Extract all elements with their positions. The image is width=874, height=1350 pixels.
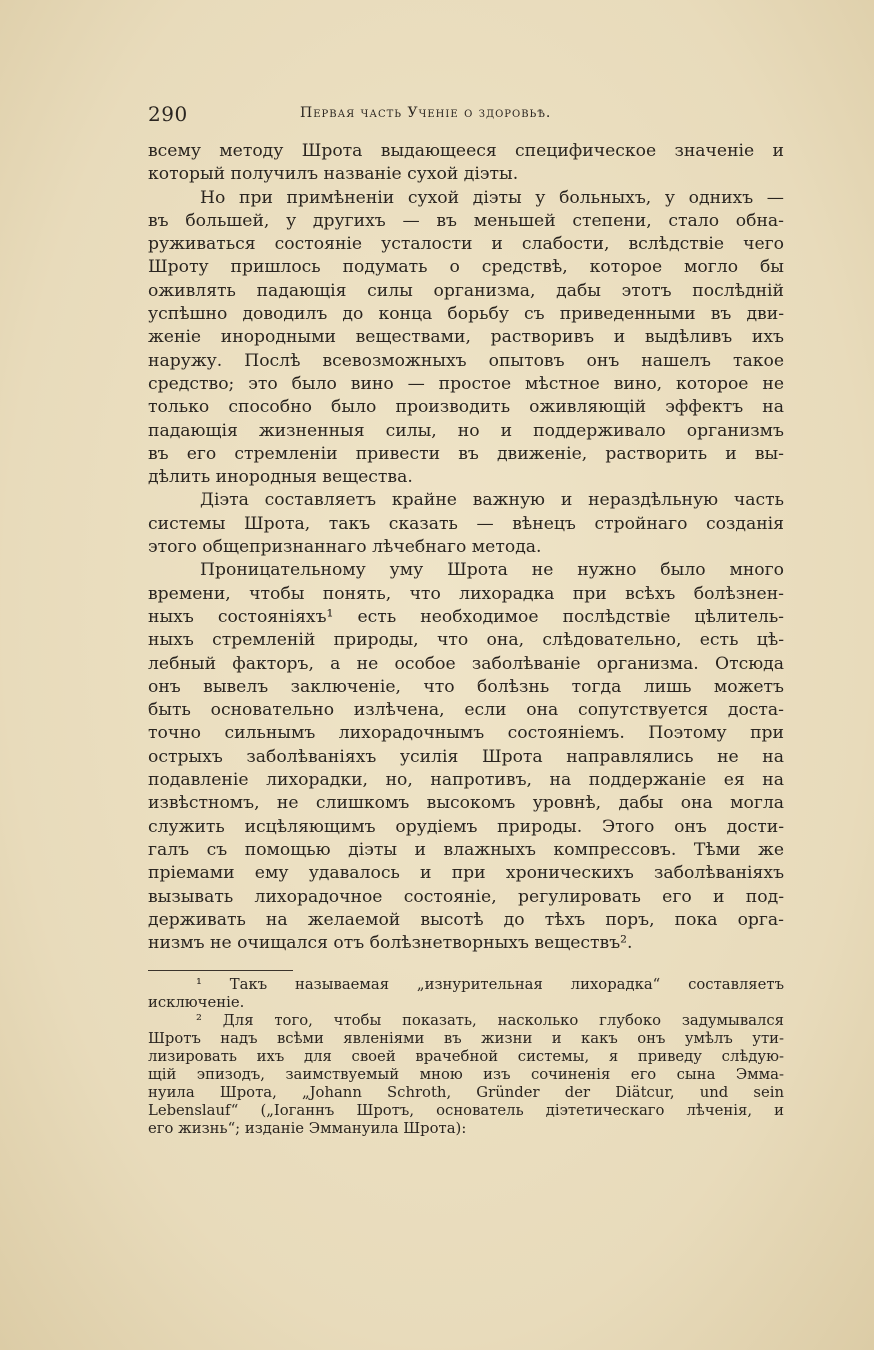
footnote-line: нуила Шрота, „Johann Schroth, Gründer der Diätcur, und sein [148,1084,784,1102]
text-line: быть основательно излѣчена, если она сопутствуется доста- [148,700,784,721]
footnote-line: исключенiе. [148,994,245,1012]
text-line: ныхъ стремленiй природы, что она, слѣдовательно, есть цѣ- [148,630,784,651]
running-head: Первая часть Ученіе о здоровьѣ. [300,105,552,121]
text-line: средство; это было вино — простое мѣстное вино, которое не [148,373,784,394]
text-line: держивать на желаемой высотѣ до тѣхъ поръ, пока орга- [148,909,784,930]
page-header [148,100,784,140]
text-line: руживаться состоянiе усталости и слабости, вслѣдствiе чего [148,234,784,255]
text-line: дѣлить инородныя вещества. [148,467,413,488]
text-line: только способно было производить оживляющiй эффектъ на [148,397,784,418]
text-line: въ его стремленiи привести въ движенiе, растворить и вы- [148,443,784,464]
footnotes [148,976,784,1138]
text-line: падающiя жизненныя силы, но и поддерживало организмъ [148,420,784,441]
text-line: онъ вывелъ заключенiе, что болѣзнь тогда лишь можетъ [148,676,784,697]
text-line: оживлять падающiя силы организма, дабы этотъ послѣднiй [148,280,784,301]
text-line: Дiэта составляетъ крайне важную и нераздѣльную часть [200,490,784,511]
text-line: прiемами ему удавалось и при хроническихъ заболѣванiяхъ [148,863,784,884]
text-line: времени, чтобы понять, что лихорадка при всѣхъ болѣзнен- [148,583,784,604]
text-line: системы Шрота, такъ сказать — вѣнецъ стройнаго созданiя [148,513,784,534]
text-line: лебный факторъ, а не особое заболѣванiе организма. Отсюда [148,653,784,674]
text-line: острыхъ заболѣванiяхъ усилiя Шрота направлялись не на [148,746,784,767]
text-line: низмъ не очищался отъ болѣзнетворныхъ веществъ². [148,933,633,954]
text-line: точно сильнымъ лихорадочнымъ состоянiемъ. Поэтому при [148,723,784,744]
page-number: 290 [148,102,188,126]
footnote-line: Шротъ надъ всѣми явленiями въ жизни и какъ онъ умѣлъ ути- [148,1030,784,1048]
text-line: въ большей, у другихъ — въ меньшей степени, стало обна- [148,210,784,231]
text-line: галъ съ помощью дiэты и влажныхъ компрессовъ. Тѣми же [148,839,784,860]
text-line: служить исцѣляющимъ орудiемъ природы. Этого онъ дости- [148,816,784,837]
text-line: подавленiе лихорадки, но, напротивъ, на поддержанiе ея на [148,770,784,791]
footnote-line: Lebenslauf“ („Iоганнъ Шротъ, основатель дiэтетическаго лѣченiя, и [148,1102,784,1120]
text-line: наружу. Послѣ всевозможныхъ опытовъ онъ нашелъ такое [148,350,784,371]
text-line: извѣстномъ, не слишкомъ высокомъ уровнѣ, дабы она могла [148,793,784,814]
text-line: всему методу Шрота выдающееся специфическое значенiе и [148,141,784,161]
text-line: вызывать лихорадочное состоянiе, регулировать его и под- [148,886,784,907]
footnote-line: щiй эпизодъ, заимствуемый мною изъ сочиненiя его сына Эмма- [148,1066,784,1084]
footnote-line: ² Для того, чтобы показать, насколько глубоко задумывался [196,1012,784,1030]
text-line: женiе инородными веществами, растворивъ и выдѣливъ ихъ [148,327,784,348]
text-line: Но при примѣненiи сухой дiэты у больныхъ, у однихъ — [200,187,784,208]
text-line: ныхъ состоянiяхъ¹ есть необходимое послѣдствiе цѣлитель- [148,606,784,627]
main-text [148,140,784,955]
page-content [148,100,784,1138]
text-line: который получилъ названiе сухой дiэты. [148,164,519,185]
footnote-line: ¹ Такъ называемая „изнурительная лихорадка“ составляетъ [196,976,784,994]
text-line: этого общепризнаннаго лѣчебнаго метода. [148,537,542,558]
text-line: Шроту пришлось подумать о средствѣ, которое могло бы [148,257,784,278]
text-line: Проницательному уму Шрота не нужно было много [200,560,784,581]
footnote-separator [148,970,293,971]
text-line: успѣшно доводилъ до конца борьбу съ приведенными въ дви- [148,304,784,325]
footnote-line: лизировать ихъ для своей врачебной системы, я приведу слѣдую- [148,1048,784,1066]
footnote-line: его жизнь“; изданiе Эммануила Шрота): [148,1120,467,1138]
